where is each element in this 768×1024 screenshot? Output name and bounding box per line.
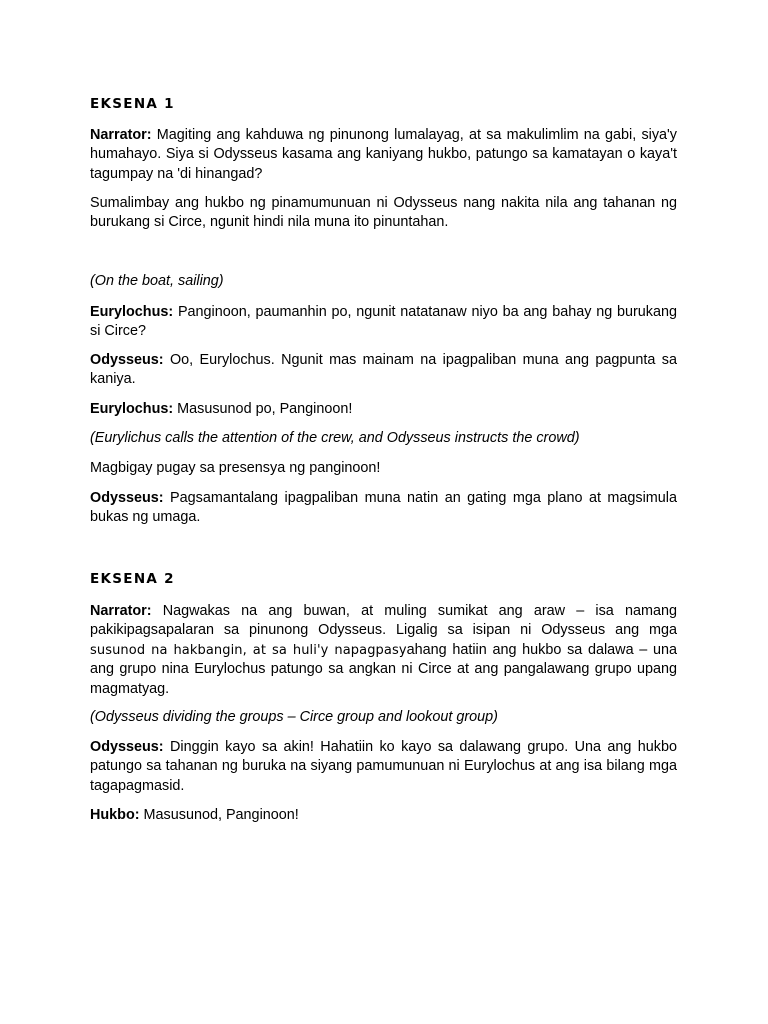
dialogue-text: ahang hatiin ang hukbo sa dalawa – una ang grupo nina Eurylochus patungo sa angkan ni Circe at ang pangalawang grupo upang magmatyag. <box>90 641 677 697</box>
speaker-label: Eurylochus: <box>90 401 174 417</box>
stage-direction: (On the boat, sailing) <box>90 273 224 289</box>
speaker-label: Odysseus: <box>90 352 164 368</box>
scene-1-narration-paragraph: Sumalimbay ang hukbo ng pinamumunuan ni Odysseus nang nakita nila ang tahanan ng burukang si Circe, ngunit hindi nila muna ito pinuntahan. <box>90 195 677 231</box>
dialogue-text: Panginoon, paumanhin po, ngunit natatanaw niyo ba ang bahay ng burukang si Circe? <box>90 304 677 340</box>
dialogue-text: susunod na hakbangin, at sa huli'y napagpasy <box>90 642 407 658</box>
stage-direction: (Odysseus dividing the groups – Circe group and lookout group) <box>90 709 498 725</box>
scene-1-narrator-paragraph <box>90 126 677 184</box>
scene-2-heading: EKSENA 2 <box>90 571 175 587</box>
dialogue-text: Magiting ang kahduwa ng pinunong lumalayag, at sa makulimlim na gabi, siya'y humahayo. Siya si Odysseus kasama ang kaniyang hukbo, patungo sa kamatayan o kaya't tagumpay na 'di hinangad? <box>90 127 677 182</box>
speaker-label: Odysseus: <box>90 490 164 506</box>
dialogue-line <box>90 738 677 796</box>
dialogue-text: Pagsamantalang ipagpaliban muna natin an gating mga plano at magsimula bukas ng umaga. <box>90 490 677 526</box>
speaker-label: Narrator: <box>90 603 152 619</box>
dialogue-text: Nagwakas na ang buwan, at muling sumikat ang araw – isa namang pakikipagsapalaran sa pinunong Odysseus. Ligalig sa isipan ni Odysseus ang mga <box>90 603 677 639</box>
scene-2-narrator-paragraph <box>90 602 677 699</box>
dialogue-text: Dinggin kayo sa akin! Hahatiin ko kayo sa dalawang grupo. Una ang hukbo patungo sa tahanan ng buruka na siyang pamumunuan ni Eurylochus at ang isa bilang mga tagapagmasid. <box>90 739 677 794</box>
speaker-label: Narrator: <box>90 127 152 143</box>
speaker-label: Eurylochus: <box>90 304 174 320</box>
dialogue-text: Oo, Eurylochus. Ngunit mas mainam na ipagpaliban muna ang pagpunta sa kaniya. <box>90 352 677 388</box>
dialogue-text: Masusunod, Panginoon! <box>139 807 299 823</box>
dialogue-line: Magbigay pugay sa presensya ng panginoon! <box>90 460 381 476</box>
dialogue-line <box>90 400 677 419</box>
dialogue-line <box>90 489 677 528</box>
scene-1-heading: EKSENA 1 <box>90 96 175 112</box>
dialogue-line <box>90 806 677 825</box>
dialogue-text: Masusunod po, Panginoon! <box>173 401 353 417</box>
dialogue-line <box>90 351 677 390</box>
speaker-label: Hukbo: <box>90 807 140 823</box>
speaker-label: Odysseus: <box>90 739 164 755</box>
dialogue-line <box>90 303 677 342</box>
stage-direction: (Eurylichus calls the attention of the crew, and Odysseus instructs the crowd) <box>90 430 580 446</box>
